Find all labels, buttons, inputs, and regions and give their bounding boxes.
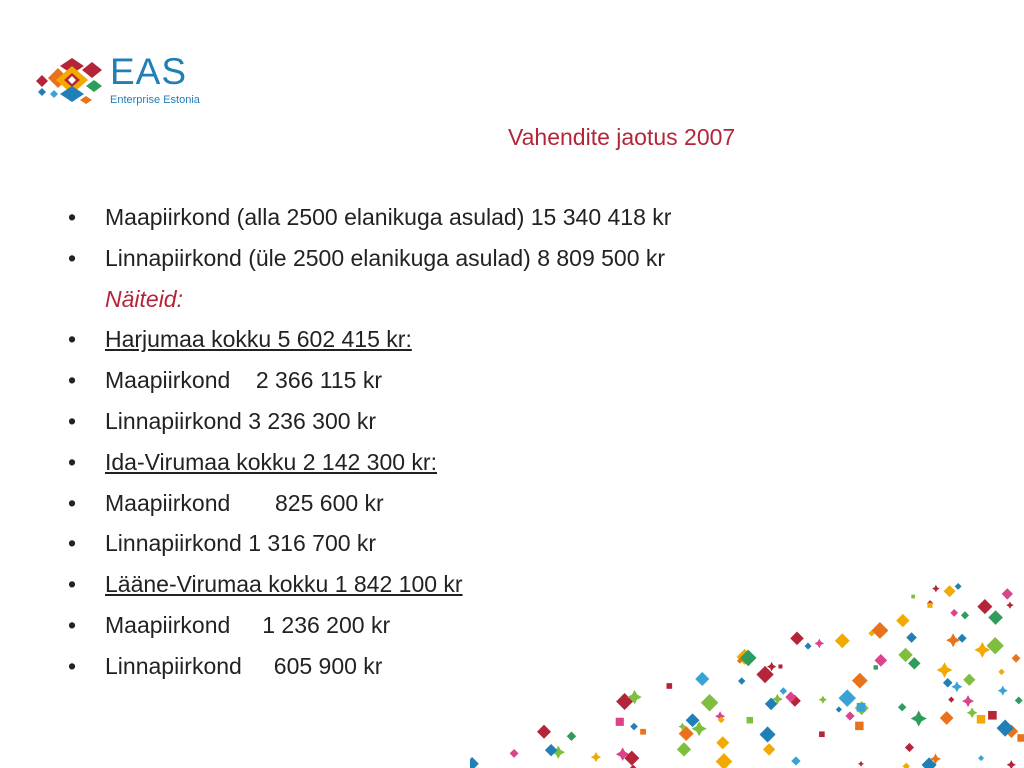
pattern-shape — [1006, 601, 1013, 608]
pattern-shape — [905, 743, 914, 752]
bullet-text: Maapiirkond (alla 2500 elanikuga asulad) 15 340 418 kr — [105, 204, 672, 230]
pattern-shape — [950, 609, 958, 617]
pattern-shape — [791, 756, 800, 765]
pattern-shape — [695, 672, 709, 686]
pattern-shape — [951, 681, 962, 692]
pattern-shape — [988, 610, 1003, 625]
pattern-shape — [1007, 760, 1016, 768]
pattern-shape — [1017, 734, 1024, 742]
pattern-shape — [927, 603, 932, 608]
bullet-item — [68, 360, 671, 401]
pattern-shape — [778, 664, 782, 668]
eas-logo-mark-icon — [30, 56, 105, 106]
pattern-shape — [836, 706, 842, 712]
pattern-shape — [911, 711, 927, 727]
pattern-shape — [537, 725, 551, 739]
pattern-shape — [963, 674, 975, 686]
bullet-text: Linnapiirkond 605 900 kr — [105, 652, 383, 679]
pattern-shape — [510, 749, 519, 758]
pattern-shape — [948, 697, 954, 703]
pattern-shape — [943, 678, 953, 688]
bullet-text: Linnapiirkond (üle 2500 elanikuga asulad) 8 809 500 kr — [105, 244, 666, 271]
pattern-shape — [932, 585, 940, 593]
bullet-text: Maapiirkond 2 366 115 kr — [105, 367, 383, 394]
pattern-shape — [616, 718, 624, 726]
pattern-shape — [805, 643, 812, 650]
pattern-shape — [679, 726, 694, 741]
bullet-text: Linnapiirkond 1 316 700 kr — [105, 530, 377, 557]
pattern-shape — [747, 717, 753, 723]
pattern-shape — [845, 711, 854, 720]
pattern-shape — [677, 742, 691, 756]
example-label — [68, 279, 671, 320]
pattern-shape — [630, 723, 638, 731]
bullet-marker: • — [68, 244, 77, 271]
pattern-shape — [946, 633, 960, 647]
bullet-marker: • — [68, 407, 77, 434]
pattern-shape — [835, 633, 850, 648]
bullet-text: Ida-Virumaa kokku 2 142 300 kr: — [105, 448, 437, 475]
pattern-shape — [961, 611, 969, 619]
pattern-shape — [716, 753, 733, 768]
pattern-shape — [1015, 697, 1023, 705]
pattern-shape — [763, 743, 775, 755]
bullet-marker: • — [68, 489, 77, 516]
pattern-shape — [898, 648, 912, 662]
pattern-shape — [898, 703, 906, 711]
pattern-shape — [716, 736, 729, 749]
bullet-text: Maapiirkond 825 600 kr — [105, 489, 384, 516]
pattern-shape — [998, 669, 1004, 675]
bullet-marker: • — [68, 652, 77, 679]
pattern-shape — [738, 677, 745, 684]
pattern-shape — [874, 665, 878, 669]
pattern-shape — [998, 686, 1008, 696]
pattern-shape — [780, 687, 787, 694]
pattern-shape — [790, 632, 804, 646]
region-total-item — [68, 442, 671, 483]
logo-name: EAS — [110, 51, 188, 92]
pattern-shape — [911, 595, 915, 599]
bullet-item — [68, 401, 671, 442]
slide-title: Vahendite jaotus 2007 — [508, 124, 736, 150]
bullet-text: Näiteid: — [105, 285, 183, 312]
region-total-item — [68, 319, 671, 360]
bullet-item — [68, 523, 671, 564]
pattern-shape — [988, 711, 997, 720]
pattern-shape — [977, 599, 992, 614]
pattern-shape — [958, 634, 967, 643]
pattern-shape — [962, 695, 974, 707]
pattern-shape — [1002, 588, 1013, 599]
bullet-item — [68, 238, 671, 279]
bullet-text: Lääne-Virumaa kokku 1 842 100 kr — [105, 571, 463, 598]
pattern-shape — [896, 614, 909, 627]
bullet-text: Linnapiirkond 3 236 300 kr — [105, 407, 377, 434]
pattern-shape — [940, 711, 954, 725]
logo-subtitle: Enterprise Estonia — [110, 94, 200, 106]
bullet-marker: • — [68, 530, 77, 557]
pattern-shape — [819, 731, 825, 737]
bullet-marker: • — [68, 204, 77, 230]
pattern-shape — [814, 639, 824, 649]
pattern-shape — [871, 622, 888, 639]
pattern-shape — [1012, 654, 1021, 663]
pattern-shape — [470, 757, 479, 768]
pattern-shape — [839, 689, 856, 706]
pattern-shape — [955, 583, 962, 590]
eas-logo — [30, 52, 210, 112]
bullet-marker: • — [68, 367, 77, 394]
eas-logo-text — [110, 52, 200, 106]
pattern-shape — [666, 683, 672, 689]
pattern-shape — [858, 761, 864, 767]
pattern-shape — [978, 755, 984, 761]
pattern-shape — [640, 729, 646, 735]
bullet-text: Harjumaa kokku 5 602 415 kr: — [105, 326, 412, 353]
pattern-shape — [908, 657, 920, 669]
folk-pattern-decoration — [470, 570, 1024, 768]
pattern-shape — [944, 585, 956, 597]
pattern-shape — [987, 637, 1004, 654]
pattern-shape — [852, 673, 868, 689]
pattern-shape — [545, 744, 557, 756]
bullet-marker: • — [68, 448, 77, 475]
pattern-shape — [977, 715, 986, 724]
pattern-shape — [591, 752, 601, 762]
bullet-item — [68, 483, 671, 524]
pattern-shape — [903, 763, 910, 768]
bullet-item — [68, 197, 671, 238]
pattern-shape — [906, 632, 917, 643]
pattern-shape — [855, 722, 863, 730]
pattern-shape — [875, 654, 888, 667]
pattern-shape — [701, 694, 719, 712]
pattern-shape — [759, 726, 775, 742]
pattern-shape — [630, 765, 636, 768]
pattern-shape — [819, 696, 827, 704]
bullet-marker: • — [68, 611, 77, 638]
bullet-marker: • — [68, 326, 77, 353]
pattern-shape — [937, 662, 953, 678]
pattern-shape — [567, 732, 577, 742]
bullet-text: Maapiirkond 1 236 200 kr — [105, 611, 391, 638]
pattern-shape — [857, 703, 866, 712]
bullet-marker: • — [68, 571, 77, 598]
pattern-shape — [967, 707, 978, 718]
